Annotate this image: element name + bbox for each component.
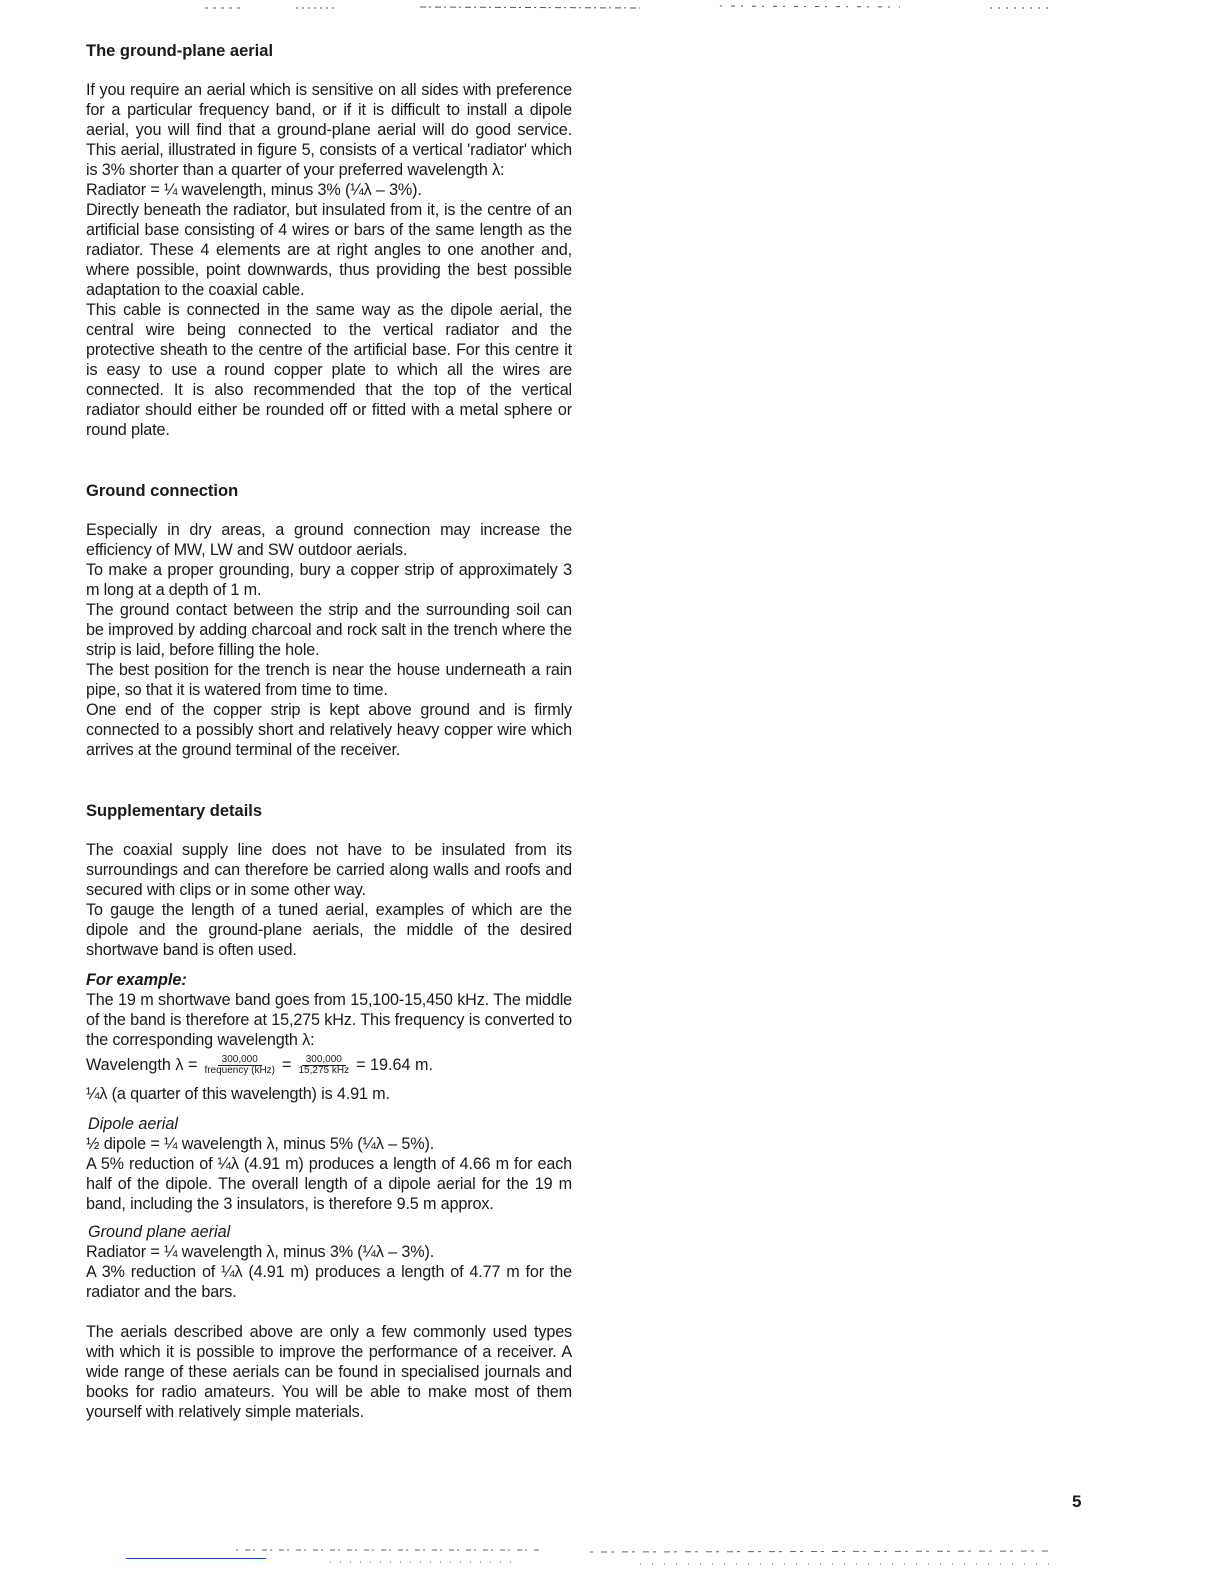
paragraph: The 19 m shortwave band goes from 15,100-15,450 kHz. The middle of the band is therefore at 15,275 kHz. This frequency is converted to the corresponding wavelength λ: [86,991,572,1049]
wavelength-formula [86,1050,572,1080]
paragraph: Radiator = ¼ wavelength, minus 3% (¼λ – 3%). [86,181,422,199]
paragraph: This cable is connected in the same way as the dipole aerial, the central wire being connected to the vertical radiator and the protective sheath to the centre of the artificial base. For this centre it is easy to use a round copper plate to which all the wires are connected. It is also recommended that the top of the vertical radiator should either be rounded off or fitted with a metal sphere or round plate. [86,301,572,439]
example-label: For example: [86,971,187,989]
heading-ground-plane-aerial: The ground-plane aerial [86,42,274,60]
page-number: 5 [1072,1492,1082,1511]
paragraph: The ground contact between the strip and the surrounding soil can be improved by adding charcoal and rock salt in the trench where the strip is laid, before filling the hole. [86,601,572,659]
quarter-wavelength-line: ¼λ (a quarter of this wavelength) is 4.91 m. [86,1085,390,1103]
paragraph: The coaxial supply line does not have to be insulated from its surroundings and can therefore be carried along walls and roofs and secured with clips or in some other way. [86,841,572,899]
paragraph: To make a proper grounding, bury a copper strip of approximately 3 m long at a depth of 1 m. [86,561,572,599]
paragraph: Especially in dry areas, a ground connection may increase the efficiency of MW, LW and SW outdoor aerials. [86,521,572,559]
fraction-numerator: 300,000 [218,1055,262,1066]
paragraph: If you require an aerial which is sensitive on all sides with preference for a particular frequency band, or if it is difficult to install a dipole aerial, you will find that a ground-plane aerial will do good service. This aerial, illustrated in figure 5, consists of a vertical 'radiator' which is 3% shorter than a quarter of your preferred wavelength λ: [86,81,572,179]
fraction-numerator: 300,000 [302,1055,346,1066]
formula-fraction-2 [294,1055,353,1076]
heading-ground-connection: Ground connection [86,482,239,500]
subheading-ground-plane-aerial: Ground plane aerial [88,1223,231,1241]
formula-fraction-1 [200,1055,279,1076]
paragraph: Radiator = ¼ wavelength λ, minus 3% (¼λ – 3%). [86,1243,435,1261]
scan-noise-top [0,0,1224,16]
heading-supplementary-details: Supplementary details [86,802,263,820]
fraction-denominator: 15,275 kHz [298,1064,350,1076]
fraction-denominator: frequency (kHz) [204,1064,276,1076]
formula-result: = 19.64 m. [356,1056,434,1074]
formula-lead: Wavelength λ = [86,1056,198,1074]
paragraph: One end of the copper strip is kept above ground and is firmly connected to a possibly short and relatively heavy copper wire which arrives at the ground terminal of the receiver. [86,701,572,759]
paragraph: ½ dipole = ¼ wavelength λ, minus 5% (¼λ – 5%). [86,1135,435,1153]
subheading-dipole-aerial: Dipole aerial [88,1115,178,1133]
paragraph: To gauge the length of a tuned aerial, examples of which are the dipole and the ground-plane aerials, the middle of the desired shortwave band is often used. [86,901,572,959]
formula-equals: = [282,1056,292,1074]
paragraph: Directly beneath the radiator, but insulated from it, is the centre of an artificial base consisting of 4 wires or bars of the same length as the radiator. These 4 elements are at right angles to one another and, where possible, point downwards, thus providing the best possible adaptation to the coaxial cable. [86,201,572,299]
paragraph: A 3% reduction of ¼λ (4.91 m) produces a length of 4.77 m for the radiator and the bars. [86,1263,572,1301]
paragraph: A 5% reduction of ¼λ (4.91 m) produces a length of 4.66 m for each half of the dipole. The overall length of a dipole aerial for the 19 m band, including the 3 insulators, is therefore 9.5 m approx. [86,1155,572,1213]
paragraph: The best position for the trench is near the house underneath a rain pipe, so that it is watered from time to time. [86,661,572,699]
section-ground-connection [86,480,572,760]
section-supplementary-details [86,800,572,1422]
text-column [86,40,572,1422]
closing-paragraph: The aerials described above are only a few commonly used types with which it is possible to improve the performance of a receiver. A wide range of these aerials can be found in specialised journals and books for radio amateurs. You will be able to make most of them yourself with relatively simple materials. [86,1323,572,1421]
section-ground-plane-aerial [86,40,572,440]
scan-noise-bottom [0,1540,1224,1584]
